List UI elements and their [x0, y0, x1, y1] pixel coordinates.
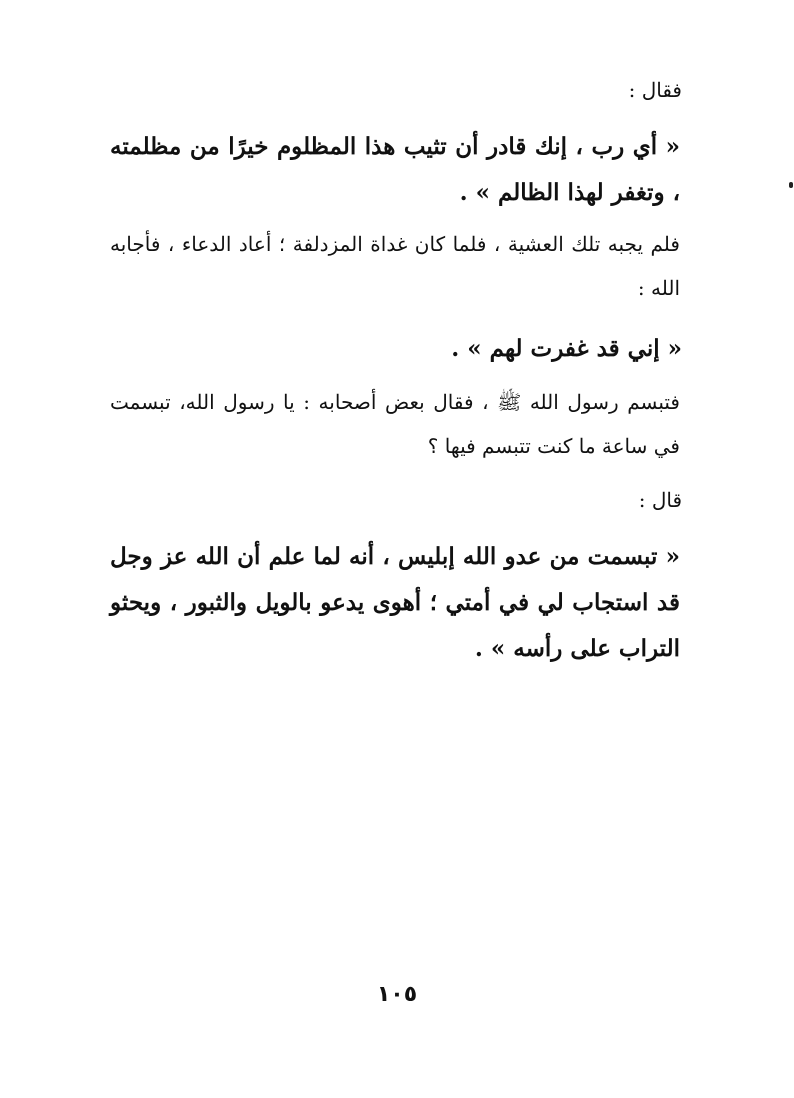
paragraph-intro-said: فقال :: [628, 78, 682, 102]
scan-edge-mark: [789, 182, 793, 188]
paragraph-iblis-quote: « تبسمت من عدو الله إبليس ، أنه لما علم أن الله عز وجل قد استجاب لي في أمتي ؛ أهوى يدعو بالويل والثبور ، ويحثو التراب على رأسه » .: [110, 543, 680, 662]
page-number: ١٠٥: [376, 982, 418, 1007]
paragraph-prophet-smiled: فتبسم رسول الله ﷺ ، فقال بعض أصحابه : يا رسول الله، تبسمت في ساعة ما كنت تتبسم فيها ؟: [110, 390, 680, 458]
paragraph-prayer-quote: « أي رب ، إنك قادر أن تثيب هذا المظلوم خيرًا من مظلمته ، وتغفر لهذا الظالم » .: [110, 133, 680, 206]
paragraph-he-said: قال :: [638, 488, 682, 512]
paragraph-forgiveness-quote: « إني قد غفرت لهم » .: [451, 335, 682, 362]
paragraph-muzdalifa: فلم يجبه تلك العشية ، فلما كان غداة المزدلفة ؛ أعاد الدعاء ، فأجابه الله :: [110, 232, 680, 300]
